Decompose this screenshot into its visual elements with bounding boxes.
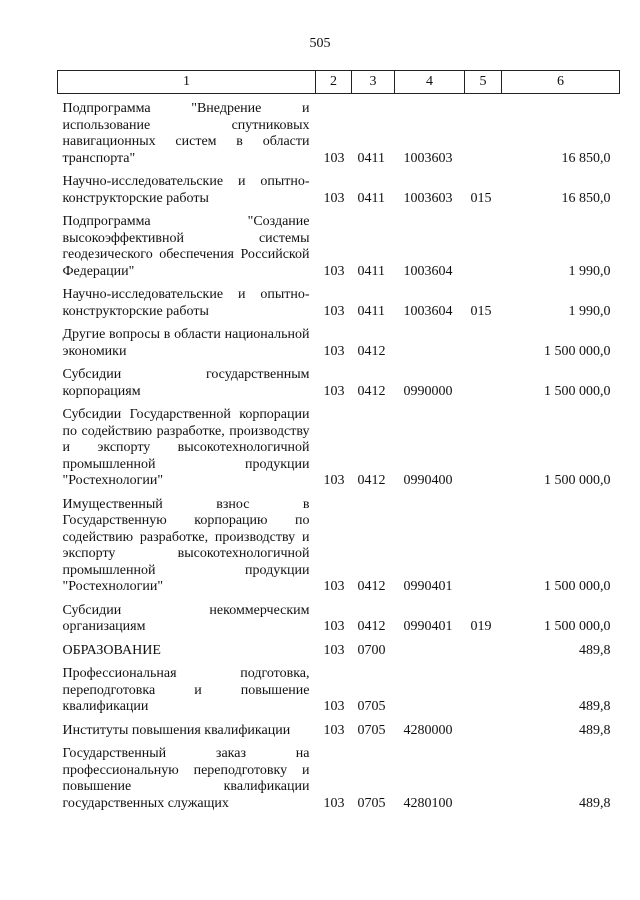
table-row xyxy=(58,659,620,716)
row-name: Научно-исследовательские и опытно-конструкторские работы xyxy=(62,287,310,319)
row-amount: 16 850,0 xyxy=(561,190,611,206)
row-article: 4280100 xyxy=(403,795,453,811)
row-amount: 1 990,0 xyxy=(568,263,611,279)
row-amount: 1 500 000,0 xyxy=(544,619,611,634)
row-expense-type xyxy=(465,490,502,596)
table-row xyxy=(58,739,620,812)
row-name: Институты повышения квалификации xyxy=(62,722,291,738)
row-code: 103 xyxy=(323,150,345,166)
row-article xyxy=(395,636,465,660)
row-expense-type xyxy=(465,320,502,360)
row-expense-type xyxy=(465,360,502,400)
row-article: 1003603 xyxy=(403,190,453,206)
row-amount: 489,8 xyxy=(579,642,611,658)
table-row xyxy=(58,94,620,168)
row-amount: 1 500 000,0 xyxy=(544,383,611,399)
row-amount: 1 500 000,0 xyxy=(544,579,611,594)
row-amount: 16 850,0 xyxy=(561,150,611,166)
row-article: 0990401 xyxy=(403,579,453,594)
row-name: ОБРАЗОВАНИЕ xyxy=(62,642,161,658)
row-section: 0412 xyxy=(357,619,386,634)
column-header-5: 5 xyxy=(465,71,502,94)
row-amount: 1 500 000,0 xyxy=(544,473,611,488)
row-section: 0705 xyxy=(357,795,386,811)
row-section: 0705 xyxy=(357,722,386,738)
row-amount: 489,8 xyxy=(579,722,611,738)
row-expense-type xyxy=(465,659,502,716)
row-section: 0700 xyxy=(357,642,386,658)
table-row xyxy=(58,716,620,740)
row-name: Имущественный взнос в Государственную корпорацию по содействию разработке, производству и экспорту высокотехнологичной промышленной продукции "Ростехнологии" xyxy=(62,496,310,594)
row-section: 0411 xyxy=(357,303,385,319)
row-code: 103 xyxy=(323,642,345,658)
row-article: 1003604 xyxy=(403,263,453,279)
row-name: Профессиональная подготовка, переподготовка и повышение квалификации xyxy=(62,666,310,714)
row-code: 103 xyxy=(323,473,345,488)
column-header-4: 4 xyxy=(395,71,465,94)
row-code: 103 xyxy=(323,579,345,594)
row-code: 103 xyxy=(323,303,345,319)
row-expense-type xyxy=(465,94,502,168)
row-section: 0411 xyxy=(357,150,385,166)
row-amount: 489,8 xyxy=(579,699,611,714)
row-section: 0411 xyxy=(357,263,385,279)
table-row xyxy=(58,167,620,207)
budget-table xyxy=(57,70,620,812)
row-name: Субсидии государственным корпорациям xyxy=(62,367,310,399)
row-section: 0411 xyxy=(357,190,385,206)
table-row xyxy=(58,636,620,660)
row-name: Другие вопросы в области национальной экономики xyxy=(62,327,310,359)
row-code: 103 xyxy=(323,795,345,811)
row-expense-type xyxy=(465,636,502,660)
row-article: 0990401 xyxy=(403,619,453,634)
row-article: 0990400 xyxy=(403,473,453,488)
row-expense-type xyxy=(465,400,502,490)
row-code: 103 xyxy=(323,699,345,714)
row-section: 0412 xyxy=(357,579,386,594)
row-expense-type: 015 xyxy=(470,190,492,206)
row-section: 0412 xyxy=(357,473,386,488)
column-header-1: 1 xyxy=(58,71,316,94)
row-code: 103 xyxy=(323,263,345,279)
row-name: Научно-исследовательские и опытно-конструкторские работы xyxy=(62,174,310,206)
row-expense-type xyxy=(465,716,502,740)
row-article xyxy=(395,659,465,716)
row-code: 103 xyxy=(323,190,345,206)
column-header-2: 2 xyxy=(316,71,352,94)
row-section: 0705 xyxy=(357,699,386,714)
row-code: 103 xyxy=(323,722,345,738)
table-row xyxy=(58,280,620,320)
row-article: 1003603 xyxy=(403,150,453,166)
row-expense-type xyxy=(465,207,502,280)
page-number: 505 xyxy=(309,36,331,51)
table-row xyxy=(58,596,620,636)
row-code: 103 xyxy=(323,343,345,359)
row-expense-type: 015 xyxy=(470,303,492,319)
table-row xyxy=(58,320,620,360)
row-expense-type: 019 xyxy=(470,619,492,634)
table-row xyxy=(58,207,620,280)
row-name: Подпрограмма "Внедрение и использование спутниковых навигационных систем в области транспорта" xyxy=(62,101,310,166)
table-row xyxy=(58,490,620,596)
column-header-6: 6 xyxy=(502,71,620,94)
row-name: Субсидии Государственной корпорации по содействию разработке, производству и экспорту высокотехнологичной промышленной продукции "Ростехнологии" xyxy=(62,407,310,488)
table-header-row xyxy=(58,71,620,94)
row-expense-type xyxy=(465,739,502,812)
row-article: 0990000 xyxy=(403,383,453,399)
row-section: 0412 xyxy=(357,383,386,399)
row-name: Подпрограмма "Создание высокоэффективной системы геодезического обеспечения Российской Федерации" xyxy=(62,214,310,279)
row-article: 1003604 xyxy=(403,303,453,319)
row-amount: 489,8 xyxy=(579,795,611,811)
row-name: Государственный заказ на профессиональную переподготовку и повышение квалификации государственных служащих xyxy=(62,746,310,811)
row-code: 103 xyxy=(323,383,345,399)
row-name: Субсидии некоммерческим организациям xyxy=(62,602,310,634)
row-amount: 1 990,0 xyxy=(568,303,611,319)
row-code: 103 xyxy=(323,619,345,634)
row-amount: 1 500 000,0 xyxy=(544,343,611,359)
row-section: 0412 xyxy=(357,343,386,359)
table-row xyxy=(58,360,620,400)
table-row xyxy=(58,400,620,490)
row-article xyxy=(395,320,465,360)
row-article: 4280000 xyxy=(403,722,453,738)
column-header-3: 3 xyxy=(352,71,395,94)
